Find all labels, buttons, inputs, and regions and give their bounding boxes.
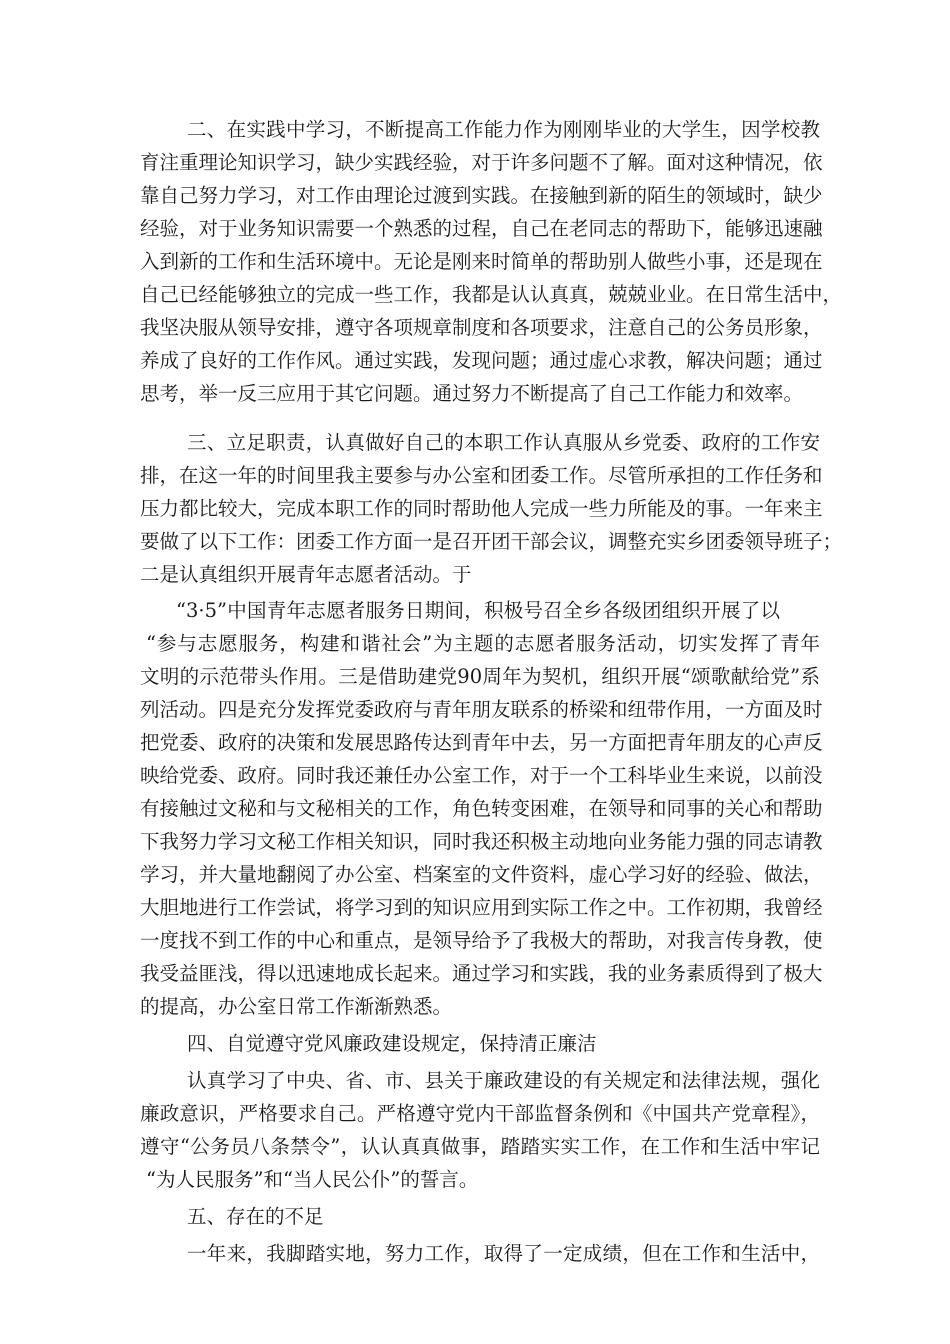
text-line: 映给党委、政府。同时我还兼任办公室工作，对于一个工科毕业生来说，以前没 <box>140 764 823 787</box>
text-line: 育注重理论知识学习，缺少实践经验，对于许多问题不了解。面对这种情况，依 <box>140 151 823 174</box>
text-line: 自己已经能够独立的完成一些工作，我都是认认真真，兢兢业业。在日常生活中， <box>140 283 843 306</box>
text-line: 二是认真组织开展青年志愿者活动。于 <box>140 563 472 586</box>
text-line: 思考，举一反三应用于其它问题。通过努力不断提高了自己工作能力和效率。 <box>140 382 804 405</box>
text-line: “参与志愿服务，构建和谐社会”为主题的志愿者服务活动，切实发挥了青年 <box>146 632 820 655</box>
text-line: “为人民服务”和“当人民公仆”的誓言。 <box>146 1168 479 1191</box>
text-line: 的提高，办公室日常工作渐渐熟悉。 <box>140 995 453 1018</box>
text-line: 学习，并大量地翻阅了办公室、档案室的文件资料，虚心学习好的经验、做法， <box>140 863 823 886</box>
section-heading: 四、自觉遵守党风廉政建设规定，保持清正廉洁 <box>187 1032 597 1055</box>
text-line: 廉政意识，严格要求自己。严格遵守党内干部监督条例和《中国共产党章程》， <box>140 1102 820 1125</box>
text-line: 遵守“公务员八条禁令”，认认真真做事，踏踏实实工作，在工作和生活中牢记 <box>140 1135 820 1158</box>
text-line: 我坚决服从领导安排，遵守各项规章制度和各项要求，注意自己的公务员形象， <box>140 316 823 339</box>
text-line: 经验，对于业务知识需要一个熟悉的过程，自己在老同志的帮助下，能够迅速融 <box>140 217 823 240</box>
text-line: 一年来，我脚踏实地，努力工作，取得了一定成绩，但在工作和生活中， <box>187 1242 820 1265</box>
text-line: 入到新的工作和生活环境中。无论是刚来时简单的帮助别人做些小事，还是现在 <box>140 250 823 273</box>
section-heading: 五、存在的不足 <box>187 1205 324 1228</box>
text-line: 列活动。四是充分发挥党委政府与青年朋友联系的桥梁和纽带作用，一方面及时 <box>140 698 823 721</box>
text-line: 一度找不到工作的中心和重点，是领导给予了我极大的帮助，对我言传身教，使 <box>140 929 823 952</box>
text-line: 三、立足职责，认真做好自己的本职工作认真服从乡党委、政府的工作安 <box>187 431 820 454</box>
text-line: 二、在实践中学习，不断提高工作能力作为刚刚毕业的大学生，因学校教 <box>187 118 820 141</box>
text-line: 大胆地进行工作尝试，将学习到的知识应用到实际工作之中。工作初期，我曾经 <box>140 896 823 919</box>
text-line: 排，在这一年的时间里我主要参与办公室和团委工作。尽管所承担的工作任务和 <box>140 464 823 487</box>
text-line: 要做了以下工作：团委工作方面一是召开团干部会议，调整充实乡团委领导班子； <box>140 530 843 553</box>
text-line: 压力都比较大，完成本职工作的同时帮助他人完成一些力所能及的事。一年来主 <box>140 497 823 520</box>
text-line: 认真学习了中央、省、市、县关于廉政建设的有关规定和法律法规，强化 <box>187 1069 820 1092</box>
text-line: 我受益匪浅，得以迅速地成长起来。通过学习和实践，我的业务素质得到了极大 <box>140 962 823 985</box>
text-line: 靠自己努力学习，对工作由理论过渡到实践。在接触到新的陌生的领域时，缺少 <box>140 184 823 207</box>
text-line: 养成了良好的工作作风。通过实践，发现问题；通过虚心求教，解决问题；通过 <box>140 349 823 372</box>
text-line: 文明的示范带头作用。三是借助建党90周年为契机，组织开展“颂歌献给党”系 <box>140 665 820 688</box>
text-line: 把党委、政府的决策和发展思路传达到青年中去，另一方面把青年朋友的心声反 <box>140 731 823 754</box>
text-line: “3·5”中国青年志愿者服务日期间，积极号召全乡各级团组织开展了以 <box>176 599 780 622</box>
text-line: 有接触过文秘和与文秘相关的工作，角色转变困难，在领导和同事的关心和帮助 <box>140 797 823 820</box>
text-line: 下我努力学习文秘工作相关知识，同时我还积极主动地向业务能力强的同志请教 <box>140 830 823 853</box>
